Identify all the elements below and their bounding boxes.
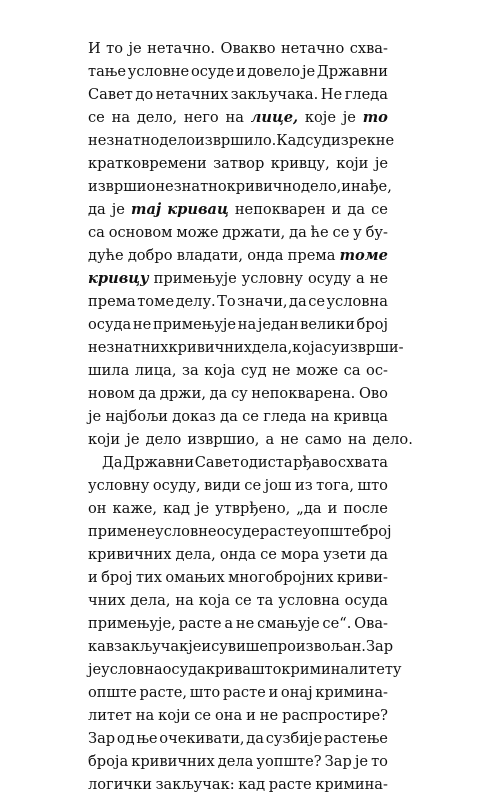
text-line (88, 382, 388, 405)
word: незнатно (155, 178, 227, 195)
word: се (332, 224, 350, 241)
word: закључак (114, 638, 189, 655)
word: тих (135, 569, 162, 586)
word: осуде (190, 63, 235, 80)
word: рђаво (293, 454, 338, 471)
word: је (128, 40, 142, 57)
word: да (246, 730, 264, 747)
word: Савет (194, 454, 240, 471)
text-line (88, 106, 388, 129)
word: основом (108, 224, 173, 241)
word: Не (320, 86, 343, 103)
text-line (88, 566, 388, 589)
text-line (88, 612, 388, 635)
word: види (204, 477, 241, 494)
text-line (88, 428, 413, 451)
word: расте, (139, 684, 188, 701)
word: ће (310, 224, 329, 241)
word: осуда (344, 592, 388, 609)
word: се (371, 201, 388, 218)
word: условне (155, 523, 217, 540)
word: узети (323, 546, 367, 563)
word: кримина- (315, 776, 388, 793)
word: значи, (237, 293, 288, 310)
word: дела (217, 753, 254, 770)
word: Зар (88, 730, 116, 747)
word: то (371, 753, 388, 770)
word: примене (88, 523, 156, 540)
word: у (302, 523, 312, 540)
word: на (111, 109, 131, 126)
word: онда (219, 546, 257, 563)
text-line (88, 750, 388, 773)
word: дело. (372, 431, 413, 448)
word: дела, (251, 339, 293, 356)
word: нетачно (280, 40, 345, 57)
word: осуда (162, 661, 206, 678)
word: условну (241, 270, 304, 287)
word: То (217, 293, 236, 310)
emphasized-word: томе (339, 247, 388, 264)
word: може (176, 224, 219, 241)
word: дела, (130, 592, 171, 609)
word: која (292, 339, 324, 356)
word: се (260, 546, 277, 563)
word: уопште? (256, 753, 322, 770)
text-line (88, 497, 388, 520)
word: после (343, 500, 388, 517)
word: са (88, 224, 105, 241)
emphasized-word: лице, (250, 109, 299, 126)
word: најбољи (105, 408, 169, 425)
word: да (138, 385, 157, 402)
word: изврши- (340, 339, 404, 356)
text-line (88, 83, 388, 106)
word: него (183, 109, 219, 126)
word: осуду (307, 270, 352, 287)
word: примењује (153, 270, 237, 287)
word: расте (222, 684, 266, 701)
word: непокварен (234, 201, 326, 218)
word: закључак: (155, 776, 235, 793)
text-line (88, 543, 388, 566)
word: владати, (176, 247, 244, 264)
word: гледа (344, 86, 388, 103)
text-line (88, 175, 392, 198)
word: Зар (365, 638, 394, 655)
word: условна (326, 293, 388, 310)
word: из (294, 477, 313, 494)
text-line (88, 635, 394, 658)
word: што (357, 477, 388, 494)
word: што (250, 661, 282, 678)
word: и (327, 500, 338, 517)
word: Државни (316, 63, 388, 80)
word: Савет (88, 86, 133, 103)
text-line (88, 290, 388, 313)
word: новом (88, 385, 135, 402)
word: примењује, (88, 615, 176, 632)
word: Овакво (220, 40, 276, 57)
text-line (88, 313, 388, 336)
word: кривичних (88, 546, 172, 563)
text-line (88, 37, 388, 60)
word: и (235, 63, 246, 80)
word: држи, (159, 385, 206, 402)
word: условна (101, 661, 163, 678)
word: ње (136, 730, 158, 747)
word: је (126, 431, 140, 448)
word: на (175, 592, 194, 609)
word: извршио (88, 178, 156, 195)
word: не (235, 615, 255, 632)
text-line (88, 451, 388, 474)
word: то (106, 40, 124, 57)
word: се (242, 408, 259, 425)
word: криви- (336, 569, 388, 586)
word: не (132, 316, 152, 333)
word: број (356, 316, 388, 333)
word: осуду, (152, 477, 201, 494)
word: кривца (333, 408, 388, 425)
word: извршило. (195, 132, 277, 149)
word: дело (145, 431, 182, 448)
word: дуће (88, 247, 124, 264)
text-line (88, 773, 388, 796)
word: расте (268, 776, 312, 793)
word: да (347, 201, 366, 218)
word: на (135, 707, 155, 724)
word: схвата (337, 454, 388, 471)
word: да (220, 408, 238, 425)
word: логички (88, 776, 152, 793)
word: смањује (257, 615, 320, 632)
word: затвор (213, 155, 265, 172)
word: не (369, 270, 388, 287)
text-line (88, 405, 388, 428)
word: утврђено, (215, 500, 291, 517)
word: опште (88, 684, 137, 701)
text-line (88, 221, 388, 244)
word: може (295, 362, 339, 379)
word: незнатно (88, 132, 160, 149)
word: број (101, 569, 133, 586)
word: нетачних (155, 86, 229, 103)
word: кривцу, (270, 155, 330, 172)
word: тање (88, 63, 126, 80)
word: Да (102, 454, 123, 471)
word: Државни (123, 454, 195, 471)
word: омањих (165, 569, 225, 586)
word: изрекне (331, 132, 395, 149)
word: на (310, 408, 330, 425)
text-line (88, 129, 395, 152)
word: криминалитет (281, 661, 393, 678)
body-text (88, 37, 413, 796)
word: осуде (216, 523, 260, 540)
word: схва- (349, 40, 388, 57)
word: један (257, 316, 299, 333)
word: тога, (316, 477, 355, 494)
word: што (189, 684, 221, 701)
word: на (237, 316, 257, 333)
word: извршио, (187, 431, 260, 448)
word: осуда (88, 316, 132, 333)
word: закључака. (230, 86, 319, 103)
text-line (88, 359, 388, 382)
word: она (214, 707, 243, 724)
word: кад (163, 500, 190, 517)
word: је (111, 201, 125, 218)
text-line (88, 589, 388, 612)
word: Ова- (354, 615, 388, 632)
word: се (308, 293, 325, 310)
text-line (88, 681, 388, 704)
word: не (280, 431, 299, 448)
word: је (301, 63, 316, 80)
word: примењује (152, 316, 237, 333)
word: „да (296, 500, 322, 517)
word: је (88, 408, 102, 425)
word: велики (300, 316, 355, 333)
word: нетачно. (147, 40, 216, 57)
word: сувише (211, 638, 269, 655)
word: сузбије (265, 730, 323, 747)
word: кривичних (131, 753, 215, 770)
text-line (88, 60, 388, 83)
word: и (246, 707, 256, 724)
word: је (342, 109, 356, 126)
word: Зар (324, 753, 352, 770)
word: до (135, 86, 154, 103)
word: само (304, 431, 342, 448)
text-line (88, 704, 388, 727)
word: кратковремени (88, 155, 207, 172)
emphasized-word: тај (131, 201, 162, 218)
word: распростире? (282, 707, 388, 724)
word: каже, (112, 500, 158, 517)
text-line (88, 267, 388, 290)
word: да (88, 201, 106, 218)
word: према (88, 293, 136, 310)
word: се (234, 592, 252, 609)
text-line (88, 336, 404, 359)
word: довело (247, 63, 301, 80)
word: бу- (365, 224, 388, 241)
word: добро (127, 247, 173, 264)
text-line (88, 152, 388, 175)
emphasized-word: кривац (167, 201, 229, 218)
word: који (158, 707, 191, 724)
word: онај (280, 684, 313, 701)
word: се (194, 707, 212, 724)
emphasized-word: кривцу (88, 270, 149, 287)
word: И (88, 40, 101, 57)
word: расте (259, 523, 303, 540)
word: дело, (136, 109, 178, 126)
word: са (343, 362, 361, 379)
text-line (88, 474, 388, 497)
word: чних (88, 592, 126, 609)
word: од (116, 730, 135, 747)
word: ос- (366, 362, 388, 379)
word: које (304, 109, 336, 126)
text-line (88, 198, 388, 221)
word: дело, (300, 178, 342, 195)
word: држати, (222, 224, 286, 241)
word: та (256, 592, 274, 609)
word: опште (311, 523, 361, 540)
word: да (209, 385, 228, 402)
word: је (195, 500, 210, 517)
word: су (230, 385, 248, 402)
word: још (264, 477, 292, 494)
word: број (360, 523, 392, 540)
word: произвољан. (268, 638, 366, 655)
word: томе (137, 293, 175, 310)
word: се (244, 477, 262, 494)
word: а (224, 615, 234, 632)
word: литет (88, 707, 132, 724)
word: која (204, 362, 236, 379)
word: се (88, 109, 105, 126)
word: условне (127, 63, 190, 80)
word: да (289, 293, 307, 310)
word: Кад (276, 132, 306, 149)
word: је (374, 155, 388, 172)
word: многобројних (228, 569, 334, 586)
word: кав (88, 638, 115, 655)
word: у (392, 661, 402, 678)
word: крива (205, 661, 251, 678)
word: и (341, 178, 352, 195)
word: он (88, 500, 107, 517)
word: да (370, 546, 388, 563)
word: је (88, 661, 102, 678)
word: растење (323, 730, 388, 747)
emphasized-word: то (362, 109, 388, 126)
text-line (88, 658, 402, 681)
word: на (347, 431, 367, 448)
word: суд (305, 132, 332, 149)
word: броја (88, 753, 129, 770)
word: да (289, 224, 307, 241)
word: је (188, 638, 202, 655)
word: шила (88, 362, 130, 379)
word: за (182, 362, 199, 379)
word: и (201, 638, 212, 655)
word: не (272, 362, 291, 379)
word: је (354, 753, 369, 770)
word: незнатних (88, 339, 169, 356)
word: у (353, 224, 362, 241)
word: условна (278, 592, 340, 609)
word: доказ (172, 408, 216, 425)
word: на (225, 109, 244, 126)
word: одиста (240, 454, 293, 471)
word: мора (280, 546, 320, 563)
word: очекивати, (159, 730, 245, 747)
word: према (287, 247, 336, 264)
word: који (88, 431, 121, 448)
word: Ово (358, 385, 388, 402)
word: не (259, 707, 279, 724)
word: који (336, 155, 369, 172)
word: кривично (226, 178, 301, 195)
word: и (88, 569, 98, 586)
word: и (331, 201, 342, 218)
text-line (88, 244, 388, 267)
word: а (356, 270, 365, 287)
word: кримина- (315, 684, 388, 701)
word: и (268, 684, 279, 701)
text-line (88, 727, 388, 750)
word: су (323, 339, 341, 356)
word: кривичних (168, 339, 252, 356)
word: дела, (175, 546, 216, 563)
word: дело (159, 132, 196, 149)
word: непокварена. (251, 385, 356, 402)
word: се“. (322, 615, 352, 632)
word: лица, (134, 362, 177, 379)
word: условну (88, 477, 150, 494)
word: гледа (263, 408, 307, 425)
text-line (88, 520, 392, 543)
word: а (265, 431, 275, 448)
word: која (198, 592, 230, 609)
word: онда (247, 247, 284, 264)
word: делу. (175, 293, 216, 310)
word: расте (178, 615, 222, 632)
word: нађе, (351, 178, 392, 195)
word: кад (238, 776, 266, 793)
word: суд (240, 362, 267, 379)
